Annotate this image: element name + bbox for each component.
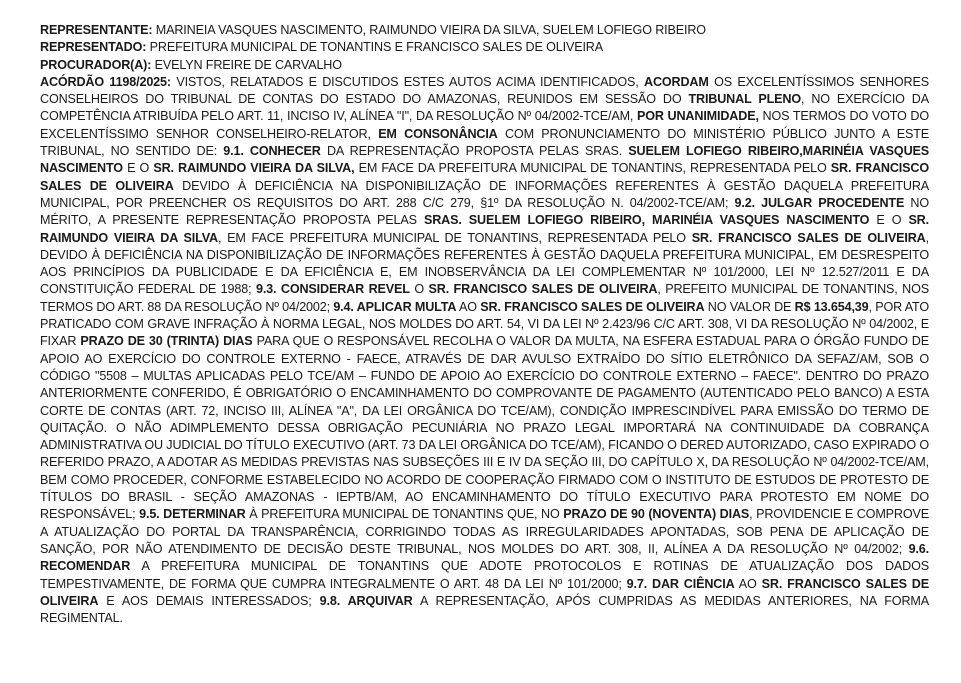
representante-label: REPRESENTANTE:	[40, 23, 153, 37]
acordao-text-segment: NO VALOR DE	[704, 299, 795, 314]
acordao-bold-segment: SR. FRANCISCO SALES DE OLIVEIRA	[691, 230, 926, 245]
acordao-text-segment: OS EXCELENTÍSSIMOS SENHORES CONSELHEIROS DO TRIBUNAL DE CONTAS DO ESTADO DO AMAZONAS, REUNIDOS EM SESSÃO DO	[40, 74, 929, 107]
acordao-text-segment: AO	[734, 576, 762, 591]
procurador-line	[40, 57, 929, 74]
representado-line	[40, 39, 929, 56]
acordao-bold-segment: 9.4. APLICAR MULTA	[333, 299, 457, 314]
acordao-bold-segment: POR UNANIMIDADE,	[636, 109, 759, 124]
acordao-text-segment: E AOS DEMAIS INTERESSADOS;	[98, 593, 320, 608]
acordao-bold-segment: ACÓRDÃO 1198/2025:	[40, 74, 171, 89]
procurador-value: EVELYN FREIRE DE CARVALHO	[151, 57, 342, 72]
acordao-text-segment: À PREFEITURA MUNICIPAL DE TONANTINS QUE, NO	[245, 507, 564, 522]
acordao-bold-segment: SR. RAIMUNDO VIEIRA DA SILVA	[40, 213, 929, 245]
representante-value: MARINEIA VASQUES NASCIMENTO, RAIMUNDO VIEIRA DA SILVA, SUELEM LOFIEGO RIBEIRO	[152, 23, 706, 37]
acordao-bold-segment: SR. FRANCISCO SALES DE OLIVEIRA	[428, 282, 658, 297]
acordao-bold-segment: 9.1. CONHECER	[223, 144, 321, 159]
representante-line	[40, 22, 929, 39]
acordao-text-segment: EM FACE DA PREFEITURA MUNICIPAL DE TONANTINS, REPRESENTADA PELO	[354, 161, 831, 176]
acordao-bold-segment: TRIBUNAL PLENO	[688, 92, 801, 107]
acordao-text-segment: VISTOS, RELATADOS E DISCUTIDOS ESTES AUTOS ACIMA IDENTIFICADOS,	[170, 74, 644, 89]
acordao-text-segment: , PREFEITO MUNICIPAL DE TONANTINS, NOS TERMOS DO ART. 88 DA RESOLUÇÃO Nº 04/2002;	[40, 282, 929, 314]
acordao-text-segment: DEVIDO À DEFICIÊNCIA NA DISPONIBILIZAÇÃO DE INFORMAÇÕES REFERENTES À GESTÃO DAQUELA PREFEITURA MUNICIPAL, POR PREENCHER OS REQUISITOS DO ART. 288 C/C 279, §1º DA RESOLUÇÃO N. 04/2002-TCE/AM;	[40, 178, 930, 210]
acordao-text-segment: PARA QUE O RESPONSÁVEL RECOLHA O VALOR DA MULTA, NA ESFERA ESTADUAL PARA O ÓRGÃO FUNDO DE APOIO AO EXERCÍCIO DO CONTROLE EXTERNO - FAECE, ATRAVÉS DE DAR AVULSO EXTRAÍDO DO SÍTIO ELETRÔNICO DA SEFAZ/AM, SOB O CÓDIGO "5508 – MULTAS APLICADAS PELO TCE/AM – FUNDO DE APOIO AO EXERCÍCIO DO CONTROLE EXTERNO – FAECE". DENTRO DO PRAZO ANTERIORMENTE CONFERIDO, É OBRIGATÓRIO O ENCAMINHAMENTO DO COMPROVANTE DE PAGAMENTO (AUTENTICADO PELO BANCO) A ESTA CORTE DE CONTAS (ART. 72, INCISO III, ALÍNEA "A", DA LEI ORGÂNICA DO TCE/AM), CONDIÇÃO IMPRESCINDÍVEL PARA EMISSÃO DO TERMO DE QUITAÇÃO. O NÃO ADIMPLEMENTO DESSA OBRIGAÇÃO PECUNIÁRIA NO PRAZO LEGAL IMPORTARÁ NA CONTINUIDADE DA COBRANÇA ADMINISTRATIVA OU JUDICIAL DO TÍTULO EXECUTIVO (ART. 73 DA LEI ORGÂNICA DO TCE/AM), FICANDO O DERED AUTORIZADO, CASO EXPIRADO O REFERIDO PRAZO, A ADOTAR AS MEDIDAS PREVISTAS NAS SUBSEÇÕES III E IV DA SEÇÃO III, DO CAPÍTULO X, DA RESOLUÇÃO Nº 04/2002-TCE/AM, BEM COMO PROCEDER, CONFORME ESTABELECIDO NO ACORDO DE COOPERAÇÃO FIRMADO COM O INSTITUTO DE ESTUDOS DE PROTESTO DE TÍTULOS DO BRASIL - SEÇÃO AMAZONAS - IEPTB/AM, AO ENCAMINHAMENTO DO TÍTULO EXECUTIVO PARA PROTESTO EM NOME DO RESPONSÁVEL;	[40, 334, 929, 522]
acordao-bold-segment: 9.5. DETERMINAR	[139, 507, 246, 522]
acordao-text-segment: A PREFEITURA MUNICIPAL DE TONANTINS QUE ADOTE PROTOCOLOS E ROTINAS DE ATUALIZAÇÃO DOS DADOS TEMPESTIVAMENTE, DE FORMA QUE CUMPRA INTEGRALMENTE O ART. 48 DA LEI Nº 101/2000;	[40, 559, 929, 591]
acordao-bold-segment: 9.3. CONSIDERAR REVEL	[255, 282, 410, 297]
acordao-text-segment: A REPRESENTAÇÃO, APÓS CUMPRIDAS AS MEDIDAS ANTERIORES, NA FORMA REGIMENTAL.	[40, 593, 929, 626]
acordao-bold-segment: SR. FRANCISCO SALES DE OLIVEIRA	[40, 576, 929, 608]
acordao-bold-segment: SR. FRANCISCO SALES DE OLIVEIRA	[480, 299, 705, 314]
representado-label: REPRESENTADO:	[40, 40, 147, 55]
acordao-bold-segment: SR. RAIMUNDO VIEIRA DA SILVA,	[153, 161, 355, 176]
acordao-text-segment: NO MÉRITO, A PRESENTE REPRESENTAÇÃO PROPOSTA PELAS	[40, 195, 930, 228]
acordao-text-segment: , EM FACE PREFEITURA MUNICIPAL DE TONANTINS, REPRESENTADA PELO	[217, 230, 692, 245]
acordao-text-segment: E O	[122, 161, 154, 176]
acordao-bold-segment: PRAZO DE 30 (TRINTA) DIAS	[80, 334, 253, 349]
acordao-text-segment: NOS TERMOS DO VOTO DO EXCELENTÍSSIMO SENHOR CONSELHEIRO-RELATOR,	[40, 109, 929, 141]
representado-value: PREFEITURA MUNICIPAL DE TONANTINS E FRANCISCO SALES DE OLIVEIRA	[146, 40, 603, 55]
acordao-paragraph	[40, 74, 929, 628]
acordao-bold-segment: SR. FRANCISCO SALES DE OLIVEIRA	[40, 161, 929, 193]
acordao-text-segment: , DEVIDO À DEFICIÊNCIA NA DISPONIBILIZAÇÃO DE INFORMAÇÕES REFERENTES À GESTÃO DAQUELA PREFEITURA MUNICIPAL, EM DESRESPEITO AOS PRINCÍPIOS DA PUBLICIDADE E DA EFICIÊNCIA E, EM INOBSERVÂNCIA DA LEI COMPLEMENTAR Nº 101/2000, LEI Nº 12.527/2011 E DA CONSTITUIÇÃO FEDERAL DE 1988;	[40, 230, 929, 297]
acordao-text-segment: O	[409, 282, 429, 297]
acordao-bold-segment: 9.8. ARQUIVAR	[319, 593, 413, 608]
acordao-text-segment: E O	[869, 213, 909, 228]
acordao-text-segment: AO	[456, 299, 481, 314]
acordao-bold-segment: SRAS. SUELEM LOFIEGO RIBEIRO, MARINÉIA VASQUES NASCIMENTO	[423, 213, 870, 228]
acordao-bold-segment: SUELEM LOFIEGO RIBEIRO,MARINÉIA VASQUES NASCIMENTO	[40, 144, 930, 176]
acordao-bold-segment: PRAZO DE 90 (NOVENTA) DIAS	[563, 507, 750, 522]
acordao-text-segment: , PROVIDENCIE E COMPROVE A ATUALIZAÇÃO DO PORTAL DA TRANSPARÊNCIA, CORRIGINDO TODAS AS IRREGULARIDADES APONTADAS, SOB PENA DE APLICAÇÃO DE SANÇÃO, POR NÃO ATENDIMENTO DE DECISÃO DESTE TRIBUNAL, NOS MOLDES DO ART. 308, II, ALÍNEA A DA RESOLUÇÃO Nº 04/2002;	[40, 507, 930, 556]
acordao-text-segment: , NO EXERCÍCIO DA COMPETÊNCIA ATRIBUÍDA PELO ART. 11, INCISO IV, ALÍNEA "I", DA RESOLUÇÃO Nº 04/2002-TCE/AM,	[40, 92, 930, 124]
acordao-bold-segment: R$ 13.654,39	[794, 299, 869, 314]
acordao-text-segment: , POR ATO PRATICADO COM GRAVE INFRAÇÃO À NORMA LEGAL, NOS MOLDES DO ART. 54, VI DA LEI Nº 2.423/96 C/C ART. 308, VI DA RESOLUÇÃO Nº 04/2002, E FIXAR	[40, 299, 929, 349]
acordao-text-segment: DA REPRESENTAÇÃO PROPOSTA PELAS SRAS.	[320, 144, 629, 159]
acordao-bold-segment: EM CONSONÂNCIA	[378, 126, 498, 141]
acordao-bold-segment: 9.7. DAR CIÊNCIA	[626, 576, 735, 591]
acordao-bold-segment: 9.2. JULGAR PROCEDENTE	[734, 195, 905, 210]
acordao-bold-segment: ACORDAM	[644, 74, 709, 89]
procurador-label: PROCURADOR(A):	[40, 57, 152, 72]
acordao-bold-segment: 9.6. RECOMENDAR	[40, 541, 929, 574]
acordao-text-segment: COM PRONUNCIAMENTO DO MINISTÉRIO PÚBLICO JUNTO A ESTE TRIBUNAL, NO SENTIDO DE:	[40, 126, 930, 159]
